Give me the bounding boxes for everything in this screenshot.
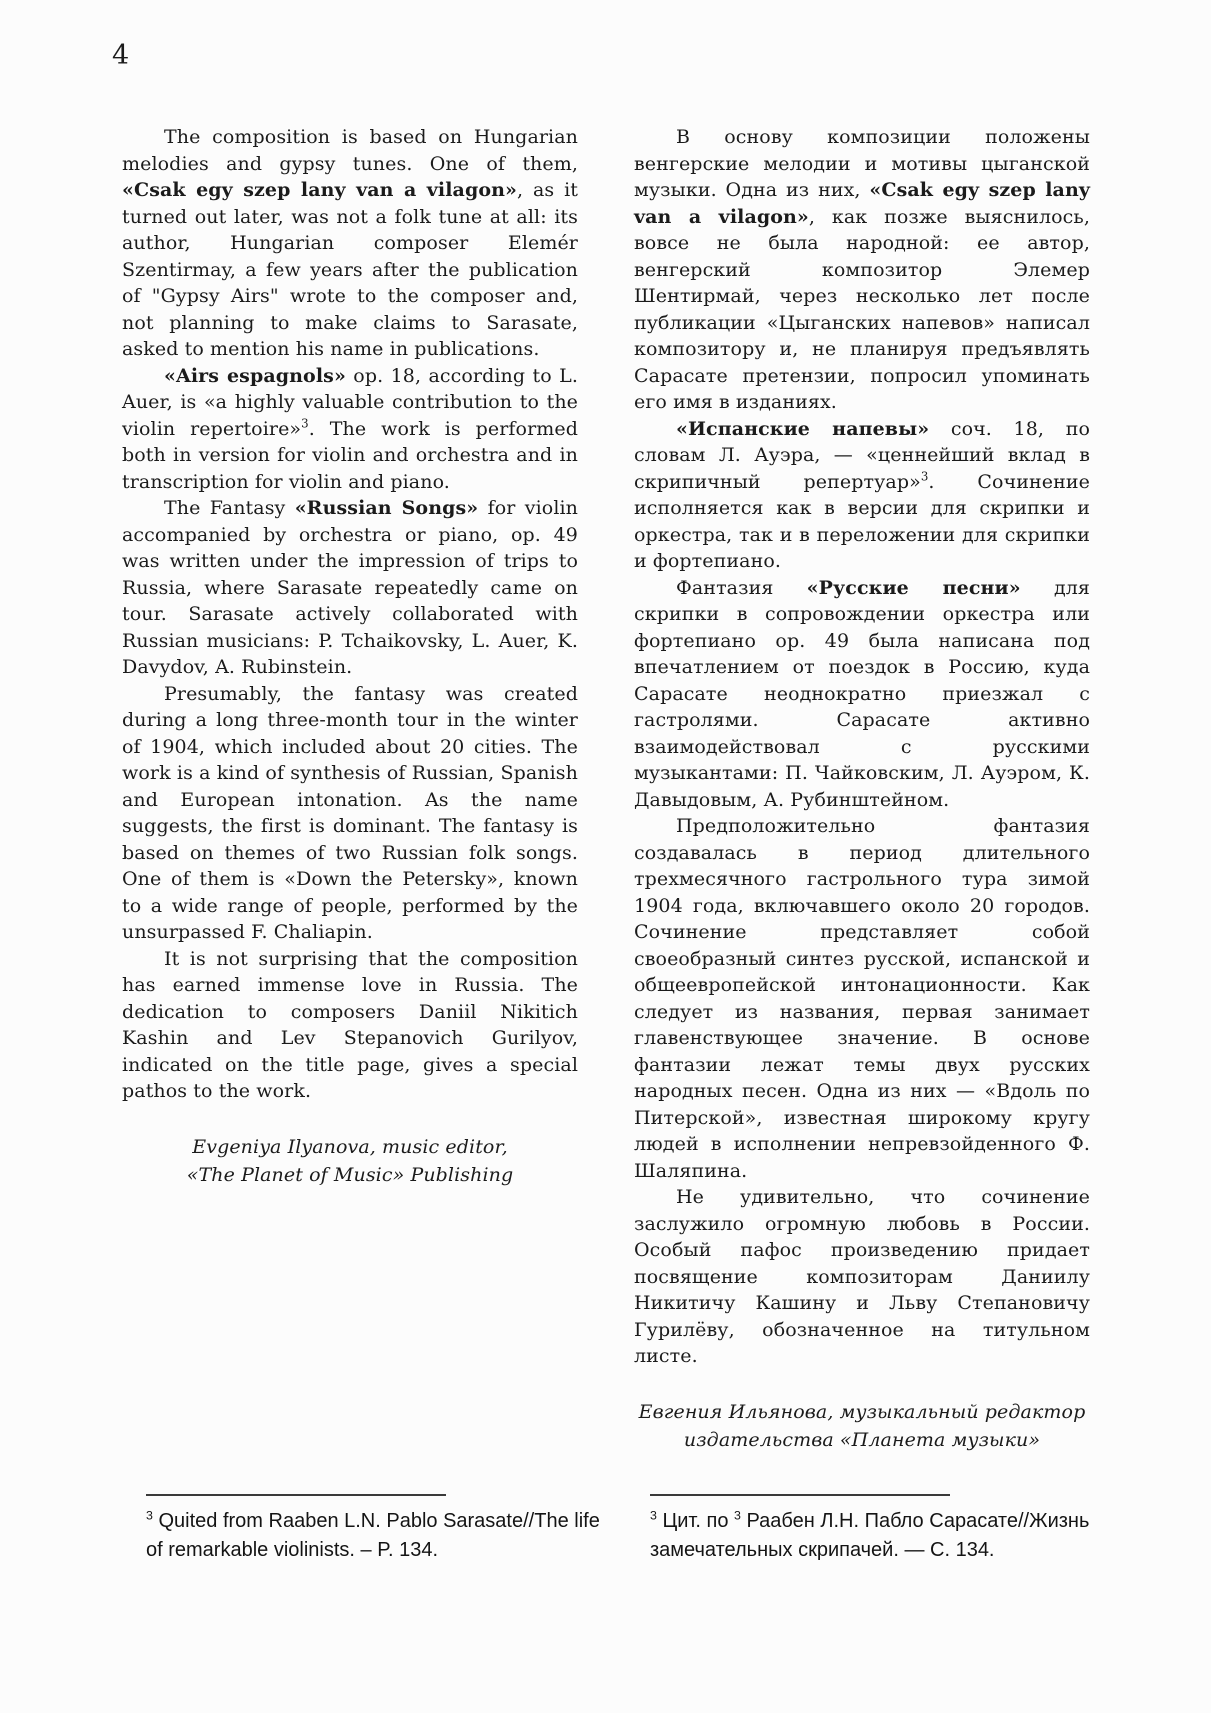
footnote-english: [146, 1494, 614, 1565]
text-run: op. 18, according to L. Auer, is «a highly valuable contribution to the violin repertoire»: [122, 364, 578, 440]
paragraph: [634, 416, 1090, 575]
paragraph: [634, 813, 1090, 1184]
signature-line: Evgeniya Ilyanova, music editor,: [192, 1135, 508, 1158]
signature-line: издательства «Планета музыки»: [683, 1428, 1041, 1451]
text-run: The Fantasy: [164, 497, 295, 519]
superscript-ref: 3: [920, 469, 929, 484]
footnote-russian: [650, 1494, 1118, 1565]
footnote-separator: [146, 1494, 446, 1496]
footnote-text: [146, 1507, 614, 1565]
text-run: . The work is performed both in version for violin and orchestra and in transcription for violin and piano.: [122, 417, 578, 493]
paragraph: [634, 1184, 1090, 1370]
text-run: , as it turned out later, was not a folk tune at all: its author, Hungarian composer Elemér Szentirmay, a few years after the publication of "Gypsy Airs" wrote to the composer and, not planning to make claims to Sarasate, asked to mention his name in publications.: [122, 179, 578, 360]
footnote-text: [650, 1507, 1118, 1565]
page-number: 4: [112, 40, 130, 71]
column-russian: [634, 124, 1090, 1454]
bold-text-run: «Russian Songs»: [294, 497, 479, 519]
bold-text-run: «Русские песни»: [806, 576, 1021, 599]
paragraph: [122, 946, 578, 1105]
editor-signature: [122, 1133, 578, 1189]
editor-signature: [634, 1398, 1090, 1454]
superscript-ref: 3: [301, 416, 309, 431]
text-run: Quited from Raaben L.N. Pablo Sarasate//The life of remarkable violinists. – P. 134.: [146, 1510, 600, 1561]
footnote-separator: [650, 1494, 950, 1496]
text-run: , как позже выяснилось, вовсе не была народной: ее автор, венгерский композитор Элемер Шентирмай, через несколько лет после публикации «Цыганских напевов» написал композитору и, не планируя предъявлять Сарасате претензии, попросил упоминать его имя в изданиях.: [634, 205, 1091, 413]
superscript-ref: 3: [650, 1508, 657, 1523]
text-run: Цит. по: [656, 1510, 734, 1532]
two-column-text: [122, 124, 1090, 1454]
paragraph: [634, 575, 1090, 814]
paragraph: [122, 681, 578, 946]
paragraph: [122, 363, 578, 496]
signature-line: Евгения Ильянова, музыкальный редактор: [638, 1400, 1086, 1423]
paragraph: [634, 124, 1090, 416]
superscript-ref: 3: [146, 1508, 153, 1523]
text-run: Раабен Л.Н. Пабло Сарасате//Жизнь замечательных скрипачей. — С. 134.: [650, 1510, 1090, 1561]
bold-text-run: «Csak egy szep lany van a vilagon»: [122, 179, 517, 201]
text-run: для скрипки в сопровождении оркестра или фортепиано ор. 49 была написана под впечатлением от поездок в Россию, куда Сарасате неоднократно приезжал с гастролями. Сарасате активно взаимодействовал с русскими музыкантами: П. Чайковским, Л. Ауэром, К. Давыдовым, А. Рубинштейном.: [634, 576, 1091, 811]
text-run: В основу композиции положены венгерские мелодии и мотивы цыганской музыки. Одна из них,: [634, 126, 1090, 201]
paragraph: [122, 495, 578, 681]
bold-text-run: «Csak egy szep lany van a vilagon»: [634, 179, 1091, 228]
bold-text-run: «Испанские напевы»: [676, 417, 930, 440]
text-run: Presumably, the fantasy was created during a long three-month tour in the winter of 1904, which included about 20 cities. The work is a kind of synthesis of Russian, Spanish and European intonation. As the name suggests, the first is dominant. The fantasy is based on themes of two Russian folk songs. One of them is «Down the Petersky», known to a wide range of people, performed by the unsurpassed F. Chaliapin.: [122, 682, 578, 943]
text-run: The composition is based on Hungarian melodies and gypsy tunes. One of them,: [122, 126, 578, 175]
column-english: [122, 124, 578, 1454]
signature-line: «The Planet of Music» Publishing: [186, 1163, 514, 1186]
text-run: Фантазия: [676, 576, 807, 599]
text-run: for violin accompanied by orchestra or piano, op. 49 was written under the impression of trips to Russia, where Sarasate repeatedly came on tour. Sarasate actively collaborated with Russian musicians: P. Tchaikovsky, L. Auer, K. Davydov, A. Rubinstein.: [122, 497, 579, 678]
text-run: соч. 18, по словам Л. Ауэра, — «ценнейший вклад в скрипичный репертуар»: [634, 417, 1090, 493]
text-run: . Сочинение исполняется как в версии для скрипки и оркестра, так и в переложении для скрипки и фортепиано.: [634, 470, 1090, 572]
text-run: It is not surprising that the composition has earned immense love in Russia. The dedication to composers Daniil Nikitich Kashin and Lev Stepanovich Gurilyov, indicated on the title page, gives a special pathos to the work.: [122, 947, 578, 1102]
text-run: Предположительно фантазия создавалась в период длительного трехмесячного гастрольного тура зимой 1904 года, включавшего около 20 городов. Сочинение представляет собой своеобразный синтез русской, испанской и общеевропейской интонационности. Как следует из названия, первая занимает главенствующее значение. В основе фантазии лежат темы двух русских народных песен. Одна из них — «Вдоль по Питерской», известная широкому кругу людей в исполнении непревзойденного Ф. Шаляпина.: [634, 815, 1090, 1182]
text-run: Не удивительно, что сочинение заслужило огромную любовь в России. Особый пафос произведению придает посвящение композиторам Даниилу Никитичу Кашину и Льву Степановичу Гурилёву, обозначенное на титульном листе.: [634, 1186, 1090, 1367]
bold-text-run: «Airs espagnols»: [164, 364, 346, 387]
superscript-ref: 3: [734, 1508, 741, 1523]
paragraph: [122, 124, 578, 363]
